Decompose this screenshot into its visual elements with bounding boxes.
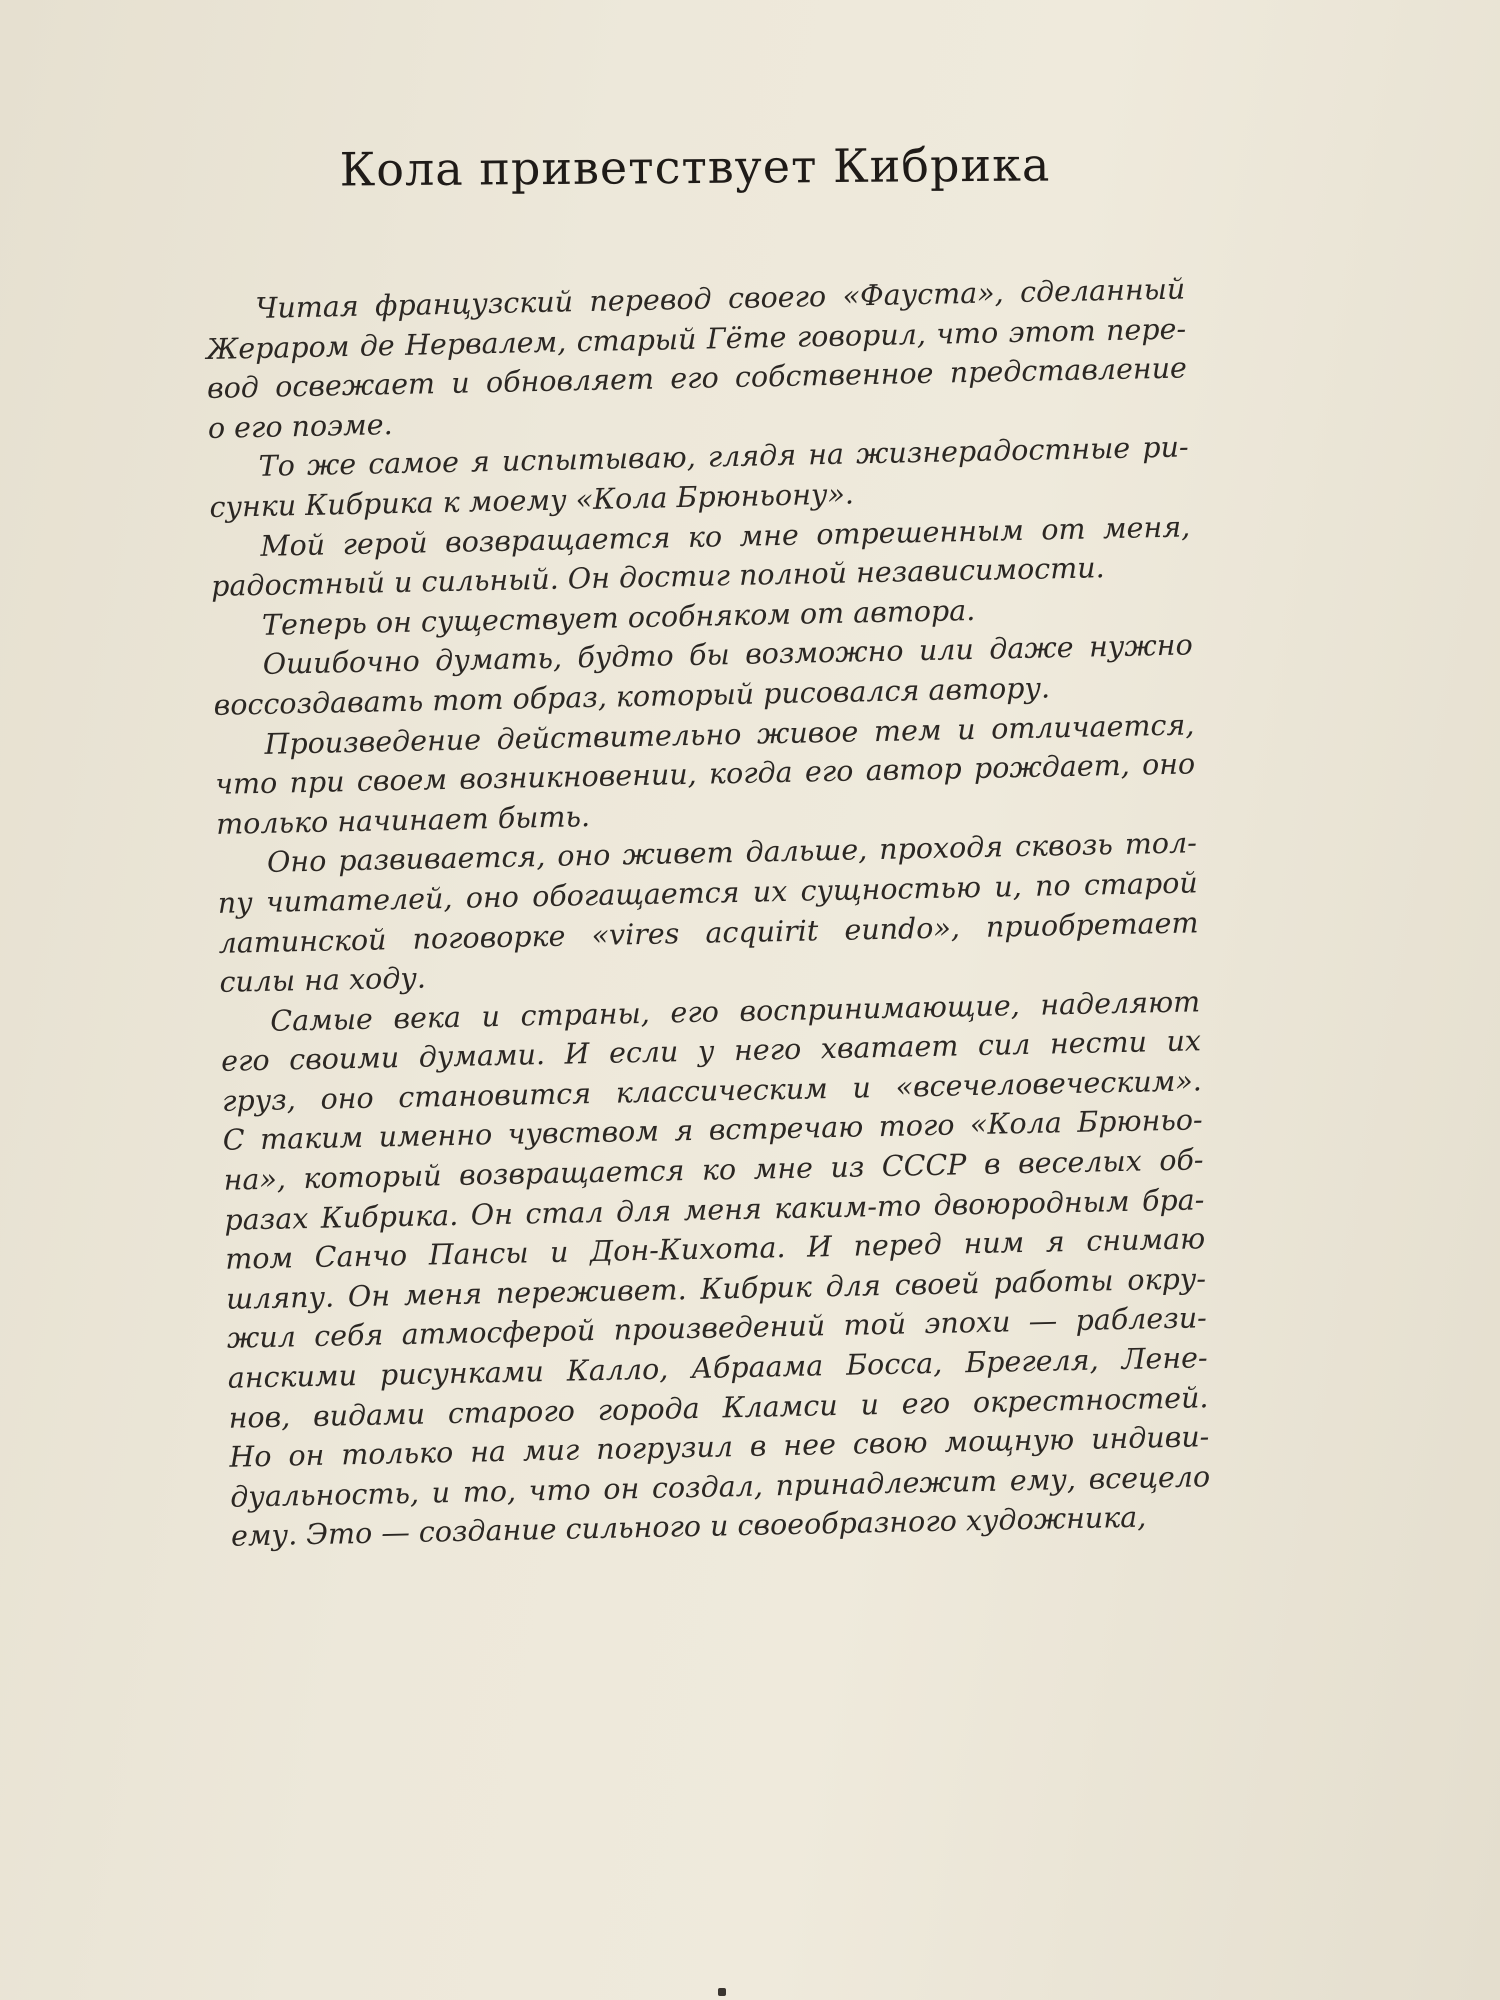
text-line: радостный и сильный. Он достиг полной независимости. xyxy=(210,551,1105,604)
text-line: пу читателей, оно обогащается их сущностью и, по старой xyxy=(217,866,1198,920)
text-line: что при своем возникновении, когда его автор рождает, оно xyxy=(215,747,1196,802)
paragraph xyxy=(214,705,1196,844)
text-line: Читая французский перевод своего «Фауста», сделанный xyxy=(255,272,1186,325)
body-text xyxy=(205,269,1211,1556)
text-line: только начинает быть. xyxy=(215,799,591,841)
text-line: Оно развивается, оно живет дальше, проходя сквозь тол- xyxy=(266,826,1198,880)
text-line: Произведение действительно живое тем и отличается, xyxy=(264,707,1195,761)
text-line: вод освежает и обновляет его собственное представление xyxy=(206,351,1188,406)
text-line: груз, оно становится классическим и «всечеловеческим». xyxy=(221,1064,1203,1118)
text-line: Самые века и страны, его воспринимающие, наделяют xyxy=(269,985,1201,1038)
page-title: Кола приветствует Кибрика xyxy=(339,137,1051,197)
text-line: Теперь он существует особняком от автора. xyxy=(261,593,976,642)
text-line: Мой герой возвращается ко мне отрешенным от меня, xyxy=(260,509,1191,563)
text-line: о его поэме. xyxy=(207,407,393,445)
text-line: разах Кибрика. Он стал для меня каким-то двоюродным бра- xyxy=(224,1182,1205,1237)
text-line: на», который возвращается ко мне из СССР в веселых об- xyxy=(223,1143,1204,1197)
text-line: силы на ходу. xyxy=(219,961,427,999)
text-line: его своими думами. И если у него хватает сил нести их xyxy=(220,1024,1202,1079)
text-line: Ошибочно думать, будто бы возможно или даже нужно xyxy=(262,628,1194,682)
text-line: латинской поговорке «vires acquirit eundo», приобретает xyxy=(218,905,1199,960)
text-line: воссоздавать тот образ, который рисовался автору. xyxy=(213,671,1051,722)
paragraph xyxy=(205,269,1188,448)
text-line: анскими рисунками Калло, Абраама Босса, Брегеля, Ленe- xyxy=(227,1341,1208,1395)
text-line: Жераром де Нервалем, старый Гёте говорил, что этот пере- xyxy=(205,312,1187,366)
text-line: То же самое я испытываю, глядя на жизнерадостные ри- xyxy=(258,430,1189,484)
text-line: ему. Это — создание сильного и своеобразного художника, xyxy=(230,1500,1147,1554)
text-line: С таким именно чувством я встречаю того «Кола Брюньо- xyxy=(222,1103,1203,1158)
paragraph xyxy=(217,824,1200,1003)
page-number-mark xyxy=(718,1988,726,1996)
text-line: сунки Кибрика к моему «Кола Брюньону». xyxy=(209,477,855,524)
text-line: том Санчо Пансы и Дон-Кихота. И перед ним я снимаю xyxy=(224,1222,1206,1277)
text-line: жил себя атмосферой произведений той эпохи — раблези- xyxy=(226,1301,1208,1356)
text-line: Но он только на миг погрузил в нее свою мощную индиви- xyxy=(229,1420,1210,1474)
text-line: нов, видами старого города Кламси и его окрестностей. xyxy=(228,1380,1209,1435)
text-line: дуальность, и то, что он создал, принадлежит ему, всецело xyxy=(229,1460,1211,1514)
paragraph xyxy=(220,982,1211,1557)
text-line: шляпу. Он меня переживет. Кибрик для своей работы окру- xyxy=(225,1262,1207,1316)
